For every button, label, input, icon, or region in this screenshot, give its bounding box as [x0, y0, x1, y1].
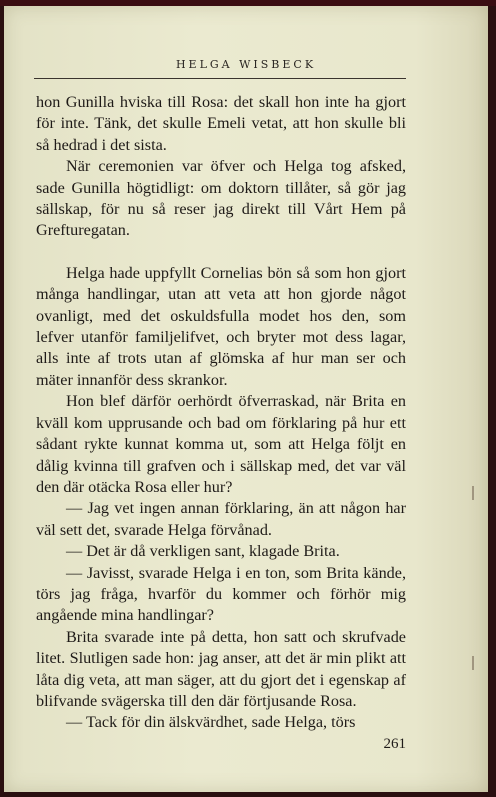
paragraph: — Tack för din älskvärdhet, sade Helga, törs — [66, 713, 356, 732]
paragraph: Helga hade uppfyllt Cornelias bön så som hon gjort många handlingar, utan att veta att hon gjorde något ovanligt, med det oskuldsfulla modet hos den, som lefver utanför familjelifvet, och bryter mot dess lagar, alls inte af trots utan af glömska af hur man ser och mäter innanför dess skrankor. — [36, 263, 406, 389]
paper-edge-mark — [472, 656, 474, 670]
paragraph: — Jag vet ingen annan förklaring, än att någon har väl sett det, svarade Helga förvånad. — [36, 499, 406, 539]
running-head: HELGA WISBECK — [175, 58, 317, 71]
page-body-text — [36, 92, 406, 734]
paragraph: När ceremonien var öfver och Helga tog afsked, sade Gunilla högtidligt: om doktorn tillåter, så gör jag sällskap, för nu så reser jag direkt till Vårt Hem på Grefturegatan. — [36, 157, 406, 240]
paragraph: Brita svarade inte på detta, hon satt och skrufvade litet. Slutligen sade hon: jag anser, att det är min plikt att låta dig veta, att man säger, att du gjort det i egenskap af blifvande svägerska till den där förtjusande Rosa. — [36, 627, 406, 710]
paragraph: — Javisst, svarade Helga i en ton, som Brita kände, törs jag fråga, hvarför du kommer och förhör mig angående mina handlingar? — [36, 563, 406, 625]
paragraph: Hon blef därför oerhördt öfverraskad, när Brita en kväll kom upprusande och bad om förklaring på hur ett sådant rykte kunnat komma ut, som att Helga följt en dålig kvinna till grafven och i sällskap med, det var väl den där otäcka Rosa eller hur? — [36, 392, 406, 496]
header-rule — [34, 78, 406, 79]
paper-edge-mark — [472, 486, 474, 500]
paragraph: — Det är då verkligen sant, klagade Brita. — [66, 542, 340, 561]
book-page — [4, 6, 488, 792]
page-number: 261 — [383, 736, 406, 752]
paragraph: hon Gunilla hviska till Rosa: det skall hon inte ha gjort för inte. Tänk, det skulle Emeli vetat, att hon skulle bli så hedrad i det sista. — [36, 93, 406, 154]
